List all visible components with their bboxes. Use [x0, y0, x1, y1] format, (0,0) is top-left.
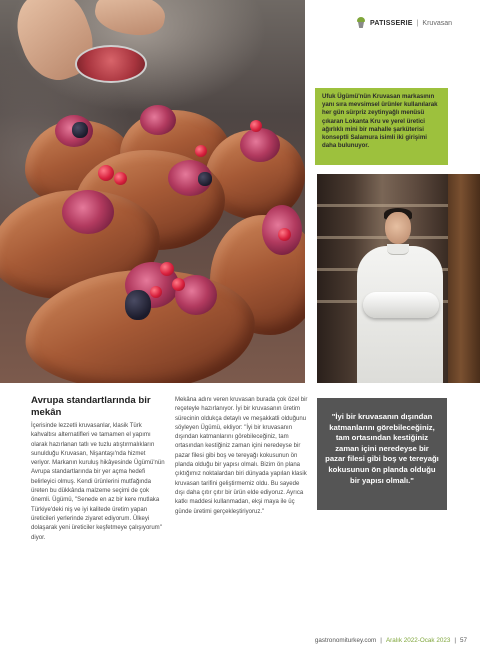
chef-head — [385, 212, 411, 244]
section-subtitle: Kruvasan — [422, 19, 452, 27]
photo-caption: Ufuk Ügümü'nün Kruvasan markasının yanı sıra mevsimsel ürünler kullanılarak her gün sürpriz zeytinyağlı menüsü çıkaran Lokanta Kru ve yerel üretici ağırlıklı mini bir mahalle şarküterisi konseptli Salamura isimli iki girişimi daha bulunuyor. — [315, 88, 448, 165]
footer-issue: Aralık 2022-Ocak 2023 — [385, 637, 451, 644]
cupcake-icon — [356, 17, 366, 29]
sieve-shape — [75, 45, 147, 83]
croissant-photo — [0, 0, 305, 383]
footer-separator: | — [454, 637, 456, 644]
page-footer — [315, 637, 467, 644]
footer-site: gastronomiturkey.com — [314, 637, 377, 644]
chef-portrait-photo — [317, 174, 480, 383]
article-column-1: İçerisinde lezzetli kruvasanlar, klasik Türk kahvaltısı alternatifleri ve tamamen el yapımı olarak hazırlanan tatlı ve tuzlu atıştırmalıkların sunulduğu Kruvasan, Nişantaşı'nda hizmet veriyor. Markanın kuruluş hikâyesinde Ügümü'nün Avrupa standartlarında bir yer açma hedefi belirleyici olmuş. Kendi ürünlerini mutfağında üreten bu dükkânda malzeme seçimi de çok önemli. Ügümü, "Senede en az bir kere mutlaka Türkiye'deki niş ve iyi kalitede üretim yapan üreticileri yerlerinde ziyaret ediyorum. Ülkeyi dolaşarak yeni üreticiler keşfetmeye çalışıyorum" diyor. — [31, 423, 165, 541]
pull-quote: "İyi bir kruvasanın dışından katmanlarını görebileceğiniz, tam ortasından kestiğiniz zaman içini neredeyse bir pazar filesi gibi boş ve tereyağı kokusunun ön planda olduğu bir yapısı olmalı." — [317, 398, 447, 510]
page-number: 57 — [459, 637, 467, 644]
article-column-2: Mekâna adını veren kruvasan burada çok özel bir reçeteyle hazırlanıyor. İyi bir kruvasanın üretim sürecinin oldukça detaylı ve meşakkatli olduğunu söyleyen Ügümü, ekliyor: "İyi bir kruvasanın dışından katmanlarını görebileceğiniz, tam ortasından kestiğiniz zaman içini neredeyse bir pazar filesi gibi boş ve tereyağı kokusunun ön planda olduğu bir yapısı olmalı. Bizim ön plana çıktığımız noktalardan biri dünyada yapılan klasik kruvasan tarifini geliştirmemiz oldu. Bu sayede dışı daha çıtır çıtır bir ürün elde ediyoruz. Ayrıca katkı maddesi kullanmadan, ekşi maya ile üç günde üretimi gerçekleştiriyoruz." — [175, 397, 308, 515]
crossed-arms — [363, 292, 439, 318]
hand-shape — [92, 0, 168, 40]
section-header — [356, 16, 452, 30]
footer-separator: | — [380, 637, 382, 644]
header-separator: | — [416, 19, 419, 27]
article-title: Avrupa standartlarında bir mekân — [31, 395, 151, 418]
section-name: PATISSERIE — [370, 19, 413, 27]
